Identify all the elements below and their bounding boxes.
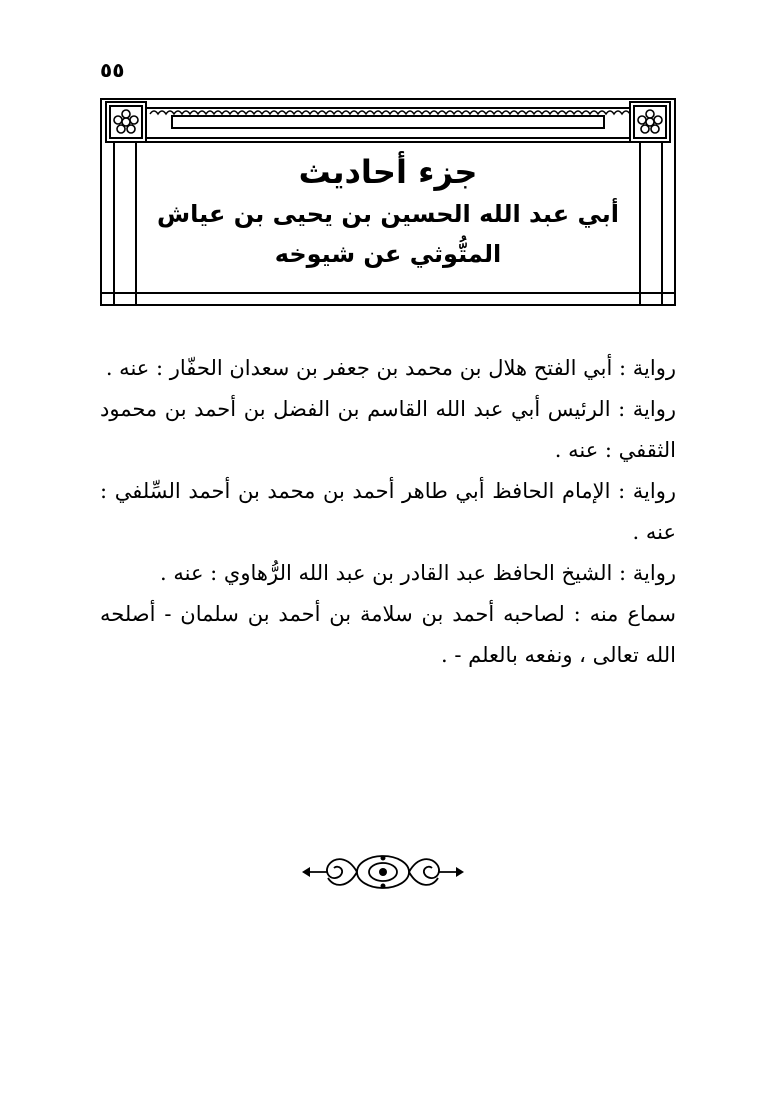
paragraph: رواية : الإمام الحافظ أبي طاهر أحمد بن محمد بن أحمد السِّلفي : عنه . bbox=[100, 479, 676, 544]
flower-rosette-icon bbox=[114, 110, 138, 133]
transmission-chain bbox=[100, 348, 676, 676]
title-line-1: أبي عبد الله الحسين بن يحيى بن عياش bbox=[157, 200, 619, 228]
arabesque-ornament bbox=[298, 850, 468, 898]
paragraph: رواية : أبي الفتح هلال بن محمد بن جعفر بن سعدان الحفّار : عنه . bbox=[105, 356, 676, 380]
page-number: ٥٥ bbox=[100, 58, 125, 82]
flower-rosette-icon bbox=[638, 110, 662, 133]
title-block bbox=[150, 150, 626, 274]
paragraph: رواية : الرئيس أبي عبد الله القاسم بن الفضل بن أحمد بن محمود الثقفي : عنه . bbox=[100, 397, 676, 462]
paragraph: رواية : الشيخ الحافظ عبد القادر بن عبد الله الرُّهاوي : عنه . bbox=[160, 561, 676, 585]
title-main: جزء أحاديث bbox=[298, 153, 478, 191]
paragraph: سماع منه : لصاحبه أحمد بن سلامة بن أحمد بن سلمان - أصلحه الله تعالى ، ونفعه بالعلم - . bbox=[100, 602, 676, 667]
title-line-2: المتُّوثي عن شيوخه bbox=[274, 240, 502, 268]
